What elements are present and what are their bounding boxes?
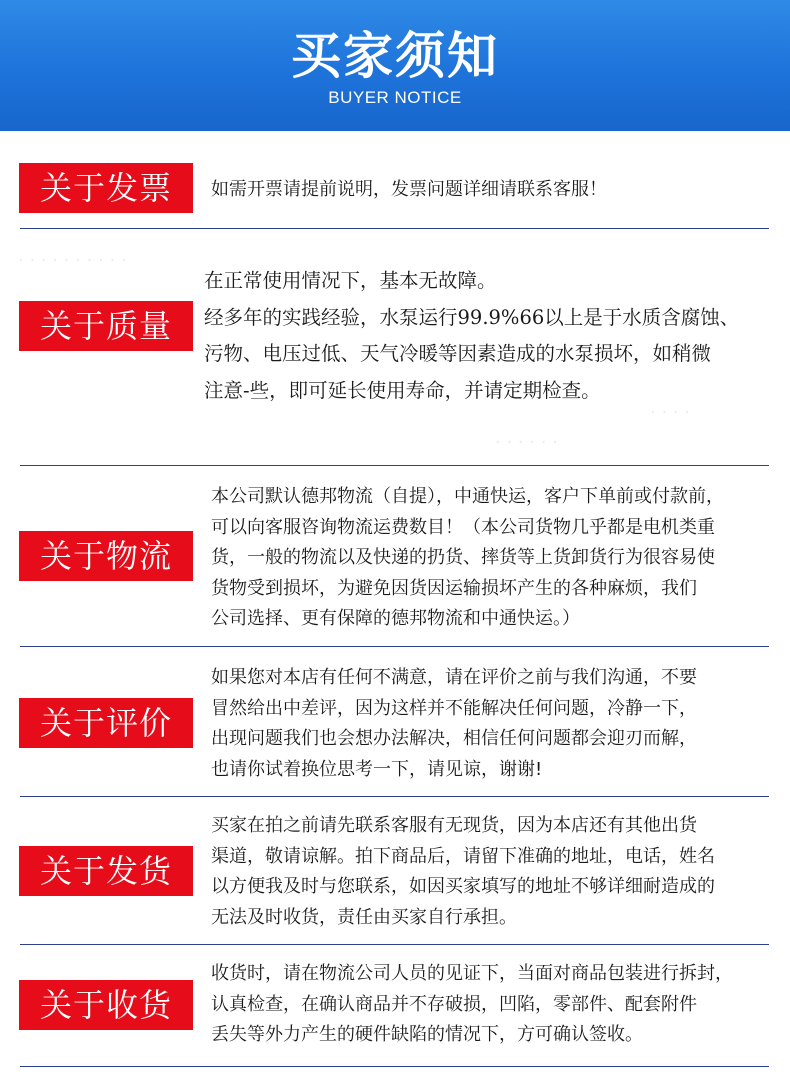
divider bbox=[20, 944, 769, 945]
ghost-text: · · · · · · bbox=[495, 432, 558, 453]
divider bbox=[20, 796, 769, 797]
page-title: 买家须知 bbox=[291, 27, 499, 85]
section-text-review: 如果您对本店有任何不满意，请在评价之前与我们沟通，不要 冒然给出中差评，因为这样并不能解决任何问题，冷静一下， 出现问题我们也会想办法解决，相信任何问题都会迎刃而解， 也请你试着换位思考一下，请见谅，谢谢! bbox=[211, 667, 697, 780]
section-label-receiving: 关于收货 bbox=[19, 980, 193, 1030]
section-label-invoice: 关于发票 bbox=[19, 163, 193, 213]
ghost-text: · · · · · · · · · · bbox=[18, 250, 127, 271]
divider bbox=[20, 465, 769, 466]
divider bbox=[20, 228, 769, 229]
divider bbox=[20, 646, 769, 647]
section-text-receiving: 收货时，请在物流公司人员的见证下，当面对商品包装进行拆封， 认真检查，在确认商品并不存破损，凹陷，零部件、配套附件 丢失等外力产生的硬件缺陷的情况下，方可确认签收。 bbox=[211, 963, 733, 1045]
section-text-invoice: 如需开票请提前说明，发票问题详细请联系客服！ bbox=[211, 179, 607, 200]
section-text-quality: 在正常使用情况下，基本无故障。 经多年的实践经验，水泵运行99.9%66以上是于水质含腐蚀、 污物、电压过低、天气冷暖等因素造成的水泵损坏，如稍微 注意-些，即可延长使用寿命，并请定期检查。 bbox=[204, 269, 740, 402]
section-text-logistics: 本公司默认德邦物流（自提），中通快运，客户下单前或付款前， 可以向客服咨询物流运费数目！（本公司货物几乎都是电机类重 货，一般的物流以及快递的扔货、摔货等上货卸货行为很容易使 货物受到损坏，为避免因货因运输损坏产生的各种麻烦，我们 公司选择、更有保障的德邦物流和中通快运。） bbox=[211, 486, 724, 629]
section-label-review: 关于评价 bbox=[19, 698, 193, 748]
section-text-shipping: 买家在拍之前请先联系客服有无现货，因为本店还有其他出货 渠道，敬请谅解。拍下商品后，请留下准确的地址，电话，姓名 以方便我及时与您联系，如因买家填写的地址不够详细耐造成的 无法及时收货，责任由买家自行承担。 bbox=[211, 815, 715, 928]
section-label-logistics: 关于物流 bbox=[19, 531, 193, 581]
page-subtitle: BUYER NOTICE bbox=[328, 88, 462, 107]
section-label-quality: 关于质量 bbox=[19, 301, 193, 351]
divider bbox=[20, 1066, 769, 1067]
ghost-text: · · · · bbox=[650, 402, 691, 423]
header-banner bbox=[0, 0, 790, 131]
section-label-shipping: 关于发货 bbox=[19, 846, 193, 896]
